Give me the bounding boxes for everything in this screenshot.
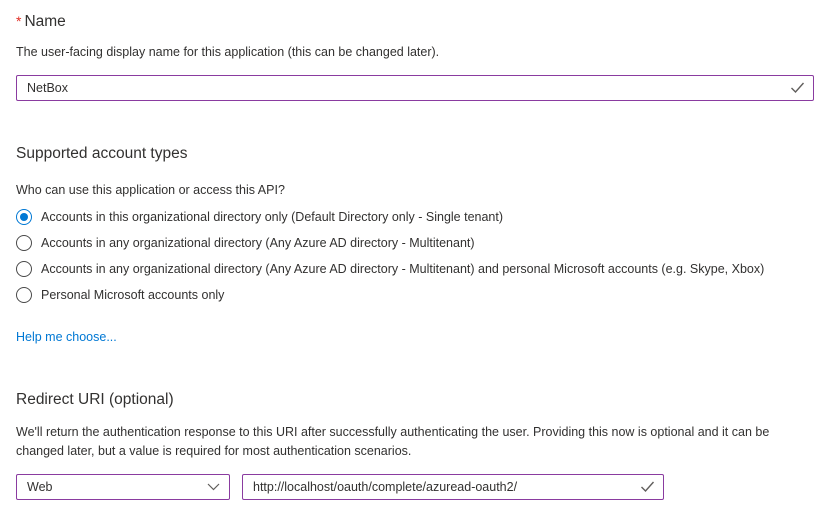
name-section-title: [16, 11, 814, 32]
radio-dot: [20, 265, 28, 273]
account-type-option-single-tenant[interactable]: [16, 204, 814, 230]
account-type-option-label: Accounts in any organizational directory (Any Azure AD directory - Multitenant): [41, 236, 475, 250]
platform-select[interactable]: [16, 474, 230, 500]
radio-icon[interactable]: [16, 287, 32, 303]
redirect-uri-description: We'll return the authentication response to this URI after successfully authenticating the user. Providing this now is optional and it can be changed later, but a value is required for most authentication scenarios.: [16, 425, 770, 458]
account-type-option-label: Accounts in any organizational directory (Any Azure AD directory - Multitenant) and personal Microsoft accounts (e.g. Skype, Xbox): [41, 262, 765, 276]
platform-select-value: Web: [27, 480, 53, 494]
account-types-title: Supported account types: [16, 145, 188, 162]
radio-dot: [20, 291, 28, 299]
redirect-uri-title: Redirect URI (optional): [16, 391, 174, 408]
account-type-option-label: Accounts in this organizational directory only (Default Directory only - Single tenant): [41, 210, 504, 224]
name-input-wrap: [16, 75, 814, 101]
radio-icon[interactable]: [16, 261, 32, 277]
radio-icon[interactable]: [16, 235, 32, 251]
redirect-uri-input-wrap: [242, 474, 664, 500]
account-type-option-multitenant[interactable]: [16, 230, 814, 256]
account-type-option-label: Personal Microsoft accounts only: [41, 288, 225, 302]
radio-dot: [20, 239, 28, 247]
name-input[interactable]: [16, 75, 814, 101]
account-types-radio-group: [16, 204, 814, 308]
account-type-option-personal-only[interactable]: [16, 282, 814, 308]
help-me-choose-link[interactable]: Help me choose...: [16, 330, 117, 344]
redirect-uri-input[interactable]: [242, 474, 664, 500]
radio-dot: [20, 213, 28, 221]
account-type-option-multitenant-personal[interactable]: [16, 256, 814, 282]
account-types-question: Who can use this application or access this API?: [16, 183, 285, 197]
name-description: The user-facing display name for this application (this can be changed later).: [16, 45, 440, 59]
radio-icon[interactable]: [16, 209, 32, 225]
redirect-uri-row: [16, 474, 814, 500]
chevron-down-icon: [207, 483, 220, 491]
name-section-title-text: Name: [24, 13, 66, 30]
required-marker: *: [16, 13, 22, 29]
